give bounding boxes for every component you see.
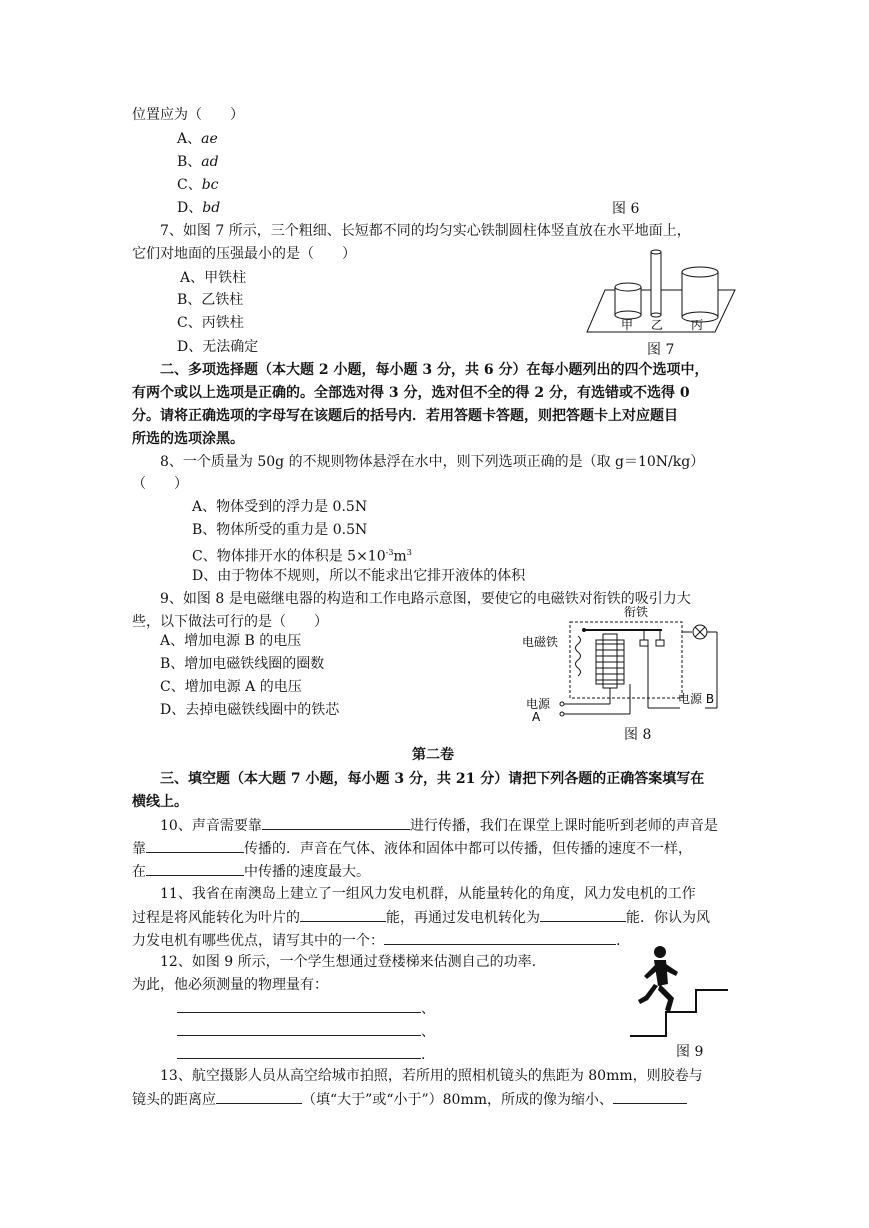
q13-blank-2[interactable] [613, 1089, 687, 1104]
q8-option-d: D、由于物体不规则，所以不能求出它排开液体的体积 [192, 568, 526, 584]
q9-line1: 9、如图 8 是电磁继电器的构造和工作电路示意图，要使它的电磁铁对衔铁的吸引力大 [160, 591, 691, 607]
q11-blank-3[interactable] [384, 930, 616, 945]
q7-option-a: A、甲铁柱 [180, 270, 247, 286]
q6-option-d: D、bd [177, 200, 221, 216]
q10-blank-1[interactable] [262, 815, 410, 830]
q9-option-d: D、去掉电磁铁线圈中的铁芯 [160, 702, 340, 718]
q12-blank-2[interactable] [177, 1021, 421, 1036]
q10-line2: 靠 传播的．声音在气体、液体和固体中都可以传播，但传播的速度不一样， [132, 838, 692, 859]
fig9-caption: 图 9 [676, 1044, 704, 1060]
q13-line1: 13、航空摄影人员从高空给城市拍照，若所用的照相机镜头的焦距为 80mm，则胶卷与 [160, 1068, 703, 1084]
q7-option-c: C、丙铁柱 [177, 315, 244, 331]
q9-option-a: A、增加电源 B 的电压 [160, 633, 302, 649]
q6-option-a: A、ae [177, 131, 218, 147]
fig9-stair-runner-diagram [630, 942, 730, 1040]
q9-line2: 些，以下做法可行的是（ ） [132, 614, 328, 630]
q12-blank-3[interactable] [177, 1044, 421, 1059]
fig8-label-source-a: 电源 [526, 697, 551, 711]
q6-tail: 位置应为（ ） [132, 107, 244, 123]
fig7-cylinders-diagram [585, 240, 740, 340]
q7-line2: 它们对地面的压强最小的是（ ） [132, 246, 356, 262]
section2-line4: 所选的选项涂黑。 [132, 431, 244, 447]
q10-line3: 在 中传播的速度最大。 [132, 861, 370, 882]
fig7-label-jia: 甲 [621, 318, 634, 332]
q10-blank-3[interactable] [146, 861, 244, 876]
q8-option-b: B、物体所受的重力是 0.5N [192, 522, 368, 538]
q12-line1: 12、如图 9 所示，一个学生想通过登楼梯来估测自己的功率. [160, 954, 537, 970]
q12-line2: 为此，他必须测量的物理量有： [132, 977, 328, 993]
q11-line2: 过程是将风能转化为叶片的 能，再通过发电机转化为 能．你认为风 [132, 907, 710, 928]
section2-line2: 有两个或以上选项是正确的。全部选对得 3 分，选对但不全的得 2 分，有选错或不选得 0 [132, 385, 690, 401]
section2-line3: 分。请将正确选项的字母写在该题后的括号内．若用答题卡答题，则把答题卡上对应题目 [132, 408, 678, 424]
fig7-label-bing: 丙 [691, 318, 704, 332]
q10-line1: 10、声音需要靠 进行传播，我们在课堂上课时能听到老师的声音是 [160, 815, 718, 836]
q13-line2: 镜头的距离应 （填“大于”或“小于”）80mm，所成的像为缩小、 [132, 1089, 687, 1110]
q12-blank-1[interactable] [177, 998, 421, 1013]
fig6-caption: 图 6 [612, 201, 640, 217]
q7-option-b: B、乙铁柱 [177, 292, 244, 308]
q8-option-c: C、物体排开水的体积是 $5\times 10^{-3}m^3$ [192, 548, 412, 565]
q12-blank-line-1: 、 [177, 998, 435, 1019]
section2-heading: 二、多项选择题（本大题 2 小题，每小题 3 分，共 6 分）在每小题列出的四个选项中， [160, 362, 709, 378]
q8-line1: 8、一个质量为 50g 的不规则物体悬浮在水中，则下列选项正确的是（取 g＝10N/kg） [160, 454, 705, 470]
fig8-caption: 图 8 [624, 727, 652, 743]
q11-line1: 11、我省在南澳岛上建立了一组风力发电机群，从能量转化的角度，风力发电机的工作 [160, 886, 696, 902]
volume2-title: 第二卷 [412, 747, 454, 763]
q11-line3: 力发电机有哪些优点，请写其中的一个： . [132, 930, 620, 951]
fig7-caption: 图 7 [647, 342, 675, 358]
q10-blank-2[interactable] [146, 838, 244, 853]
fig8-label-a: A [532, 710, 541, 722]
fig8-label-magnet: 电磁铁 [522, 635, 559, 649]
q6-option-c: C、bc [177, 177, 219, 193]
q11-blank-2[interactable] [540, 907, 626, 922]
q6-option-b: B、ad [177, 154, 219, 170]
section3-line2: 横线上。 [132, 794, 188, 810]
fig8-label-source-b: 电源 B [678, 692, 715, 706]
q12-blank-line-2: 、 [177, 1021, 435, 1042]
q8-line2: （ ） [132, 476, 188, 492]
q13-blank-1[interactable] [216, 1089, 302, 1104]
q12-blank-line-3: . [177, 1044, 425, 1065]
q11-blank-1[interactable] [300, 907, 386, 922]
q7-option-d: D、无法确定 [177, 339, 259, 355]
fig8-label-armature: 衔铁 [624, 605, 649, 619]
q7-line1: 7、如图 7 所示，三个粗细、长短都不同的均匀实心铁制圆柱体竖直放在水平地面上， [160, 223, 691, 239]
fig8-relay-diagram [520, 604, 725, 722]
q8-option-a: A、物体受到的浮力是 0.5N [192, 499, 368, 515]
q9-option-b: B、增加电磁铁线圈的圈数 [160, 656, 325, 672]
q9-option-c: C、增加电源 A 的电压 [160, 679, 302, 695]
section3-heading: 三、填空题（本大题 7 小题，每小题 3 分，共 21 分）请把下列各题的正确答案填写在 [160, 771, 705, 787]
fig7-label-yi: 乙 [651, 318, 664, 332]
